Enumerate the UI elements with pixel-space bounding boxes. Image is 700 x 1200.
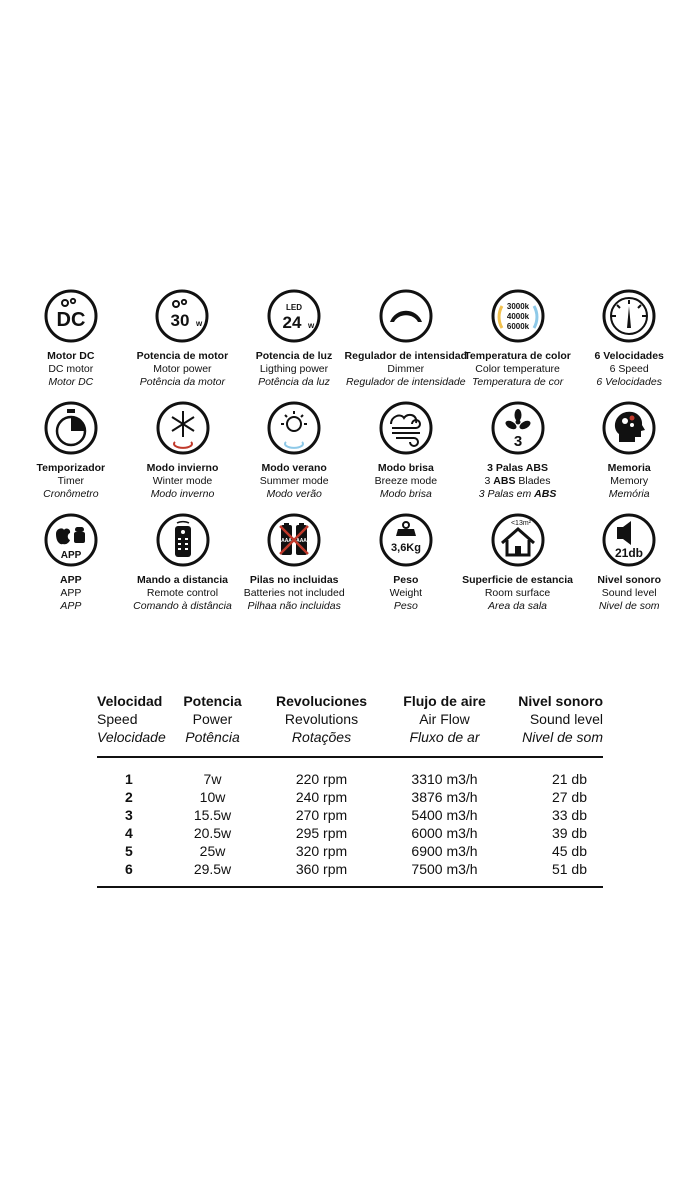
cell-sound: 51 db	[551, 861, 587, 877]
sound-badge: 21db	[615, 546, 644, 560]
fan-blades-icon	[490, 400, 546, 456]
label-es: Peso	[393, 574, 419, 586]
label-pt: Comando à distância	[133, 600, 232, 612]
cell-power: 7w	[203, 771, 222, 787]
feature-motor-power	[127, 288, 239, 400]
cell-speed: 2	[125, 789, 133, 805]
feature-memory	[573, 400, 685, 512]
color-temperature-icon	[490, 288, 546, 344]
label-en: Batteries not included	[243, 587, 345, 599]
blades-count: 3	[513, 433, 522, 450]
table-row	[97, 842, 603, 860]
label-es: 3 Palas ABS	[487, 462, 548, 474]
cell-revolutions: 270 rpm	[295, 807, 348, 823]
speedometer-icon	[601, 288, 657, 344]
table-header	[97, 692, 603, 758]
label-es: Potencia de motor	[136, 350, 229, 362]
table-row	[97, 824, 603, 842]
label-es: APP	[60, 574, 82, 586]
temp-3000: 3000k	[506, 302, 529, 311]
remote-control-icon	[155, 512, 211, 568]
label-es: Motor DC	[47, 350, 95, 362]
header-airflow: Flujo de aire Air Flow Fluxo de ar	[403, 693, 486, 745]
feature-sound-level	[573, 512, 685, 624]
feature-speeds	[573, 288, 685, 400]
feature-blades	[462, 400, 574, 512]
label-en: 6 Speed	[609, 363, 649, 375]
feature-timer	[15, 400, 127, 512]
label-pt: Regulador de intensidade	[345, 376, 466, 388]
cell-revolutions: 295 rpm	[295, 825, 348, 841]
header-power: Potencia Power Potência	[183, 693, 242, 745]
battery-label: AAA	[281, 538, 293, 544]
label-pt: 6 Velocidades	[596, 376, 662, 388]
weight-badge: 3,6Kg	[390, 542, 421, 554]
label-es: Potencia de luz	[255, 350, 333, 362]
cell-airflow: 6900 m3/h	[411, 843, 478, 859]
cell-sound: 27 db	[551, 789, 587, 805]
label-es: Modo verano	[261, 462, 327, 474]
app-icon	[43, 512, 99, 568]
cell-airflow: 7500 m3/h	[411, 861, 478, 877]
dc-motor-icon	[43, 288, 99, 344]
label-en: 3 ABS Blades	[484, 475, 551, 487]
feature-remote-control	[127, 512, 239, 624]
cell-speed: 5	[125, 843, 133, 859]
label-pt: Potência da motor	[139, 376, 225, 388]
surface-badge: <13m²	[510, 520, 531, 527]
wind-icon	[378, 400, 434, 456]
label-pt: Nivel de som	[598, 600, 660, 612]
power-badge: 30	[170, 311, 190, 330]
table-row	[97, 806, 603, 824]
label-en: Breeze mode	[374, 475, 438, 487]
label-es: Modo invierno	[146, 462, 219, 474]
feature-dc-motor	[15, 288, 127, 400]
table-body	[97, 758, 603, 888]
header-sound-level: Nivel sonoro Sound level Nivel de som	[518, 693, 603, 745]
label-es: Pilas no incluidas	[249, 574, 339, 586]
label-en: Color temperature	[475, 363, 560, 375]
feature-breeze-mode	[350, 400, 462, 512]
feature-grid	[15, 288, 685, 624]
label-pt: Area da sala	[488, 600, 547, 612]
cell-airflow: 3876 m3/h	[411, 789, 478, 805]
cell-revolutions: 360 rpm	[295, 861, 348, 877]
speaker-icon	[601, 512, 657, 568]
label-en: Winter mode	[152, 475, 213, 487]
house-icon	[490, 512, 546, 568]
speed-table	[97, 692, 603, 888]
light-power-icon	[266, 288, 322, 344]
power-unit: w	[196, 319, 203, 328]
label-pt: Cronômetro	[43, 488, 99, 500]
cell-sound: 45 db	[551, 843, 587, 859]
cell-revolutions: 220 rpm	[295, 771, 348, 787]
label-pt: 3 Palas em ABS	[478, 488, 557, 500]
feature-batteries	[238, 512, 350, 624]
header-speed: Velocidad Speed Velocidade	[97, 693, 166, 745]
cell-sound: 39 db	[551, 825, 587, 841]
temp-6000: 6000k	[506, 322, 529, 331]
light-unit: w	[307, 321, 315, 330]
label-en: Ligthing power	[259, 363, 329, 375]
label-pt: APP	[60, 600, 82, 612]
label-pt: Motor DC	[48, 376, 94, 388]
cell-power: 10w	[199, 789, 226, 805]
weight-icon	[378, 512, 434, 568]
cell-revolutions: 320 rpm	[295, 843, 348, 859]
label-en: Room surface	[484, 587, 551, 599]
cell-airflow: 6000 m3/h	[411, 825, 478, 841]
cell-sound: 33 db	[551, 807, 587, 823]
feature-row	[15, 512, 685, 624]
label-pt: Potência da luz	[258, 376, 330, 388]
cell-speed: 4	[125, 825, 133, 841]
light-badge: 24	[282, 313, 302, 332]
label-es: Memoria	[607, 462, 651, 474]
label-en: Remote control	[146, 587, 219, 599]
label-es: Temporizador	[36, 462, 106, 474]
label-pt: Modo brisa	[379, 488, 432, 500]
feature-winter-mode	[127, 400, 239, 512]
label-es: Superficie de estancia	[462, 574, 573, 586]
cell-power: 29.5w	[193, 861, 232, 877]
temp-4000: 4000k	[506, 312, 529, 321]
header-revolutions: Revoluciones Revolutions Rotações	[275, 693, 368, 745]
cell-speed: 6	[125, 861, 133, 877]
label-es: Nivel sonoro	[597, 574, 661, 586]
label-pt: Memória	[608, 488, 650, 500]
label-es: Mando a distancia	[136, 574, 229, 586]
label-en: Memory	[610, 475, 649, 487]
head-memory-icon	[601, 400, 657, 456]
cell-speed: 1	[125, 771, 133, 787]
cell-power: 25w	[199, 843, 226, 859]
label-en: Summer mode	[259, 475, 329, 487]
cell-power: 15.5w	[193, 807, 232, 823]
label-es: 6 Velocidades	[594, 350, 664, 362]
label-es: Modo brisa	[377, 462, 434, 474]
stopwatch-icon	[43, 400, 99, 456]
cell-sound: 21 db	[551, 771, 587, 787]
label-es: Temperatura de color	[464, 350, 571, 362]
cell-airflow: 3310 m3/h	[411, 771, 478, 787]
motor-power-icon	[154, 288, 210, 344]
feature-light-power	[238, 288, 350, 400]
feature-dimmer	[344, 288, 468, 400]
label-en: Dimmer	[387, 363, 425, 375]
feature-app	[15, 512, 127, 624]
label-pt: Temperatura de cor	[471, 376, 564, 388]
label-pt: Modo verão	[266, 488, 322, 500]
label-en: DC motor	[48, 363, 94, 375]
app-badge: APP	[60, 550, 82, 561]
label-en: Sound level	[601, 587, 657, 599]
label-pt: Pilhaa não incluidas	[247, 600, 341, 612]
dimmer-icon	[378, 288, 434, 344]
label-en: Motor power	[153, 363, 212, 375]
cell-airflow: 5400 m3/h	[411, 807, 478, 823]
feature-row	[15, 288, 685, 400]
label-pt: Modo inverno	[150, 488, 215, 500]
dc-badge: DC	[56, 309, 86, 331]
cell-speed: 3	[125, 807, 133, 823]
feature-weight	[350, 512, 462, 624]
label-en: APP	[60, 587, 82, 599]
table-row	[97, 770, 603, 788]
feature-row	[15, 400, 685, 512]
snowflake-icon	[155, 400, 211, 456]
battery-label: AAA	[296, 538, 308, 544]
table-row	[97, 788, 603, 806]
feature-room-surface	[462, 512, 574, 624]
label-en: Weight	[389, 587, 423, 599]
label-pt: Peso	[393, 600, 418, 612]
cell-power: 20.5w	[193, 825, 232, 841]
label-es: Regulador de intensidad	[344, 350, 468, 362]
led-label: LED	[285, 303, 302, 312]
table-row	[97, 860, 603, 878]
feature-color-temperature	[462, 288, 574, 400]
label-en: Timer	[57, 475, 85, 487]
cell-revolutions: 240 rpm	[295, 789, 348, 805]
batteries-icon	[266, 512, 322, 568]
feature-summer-mode	[238, 400, 350, 512]
sun-icon	[266, 400, 322, 456]
